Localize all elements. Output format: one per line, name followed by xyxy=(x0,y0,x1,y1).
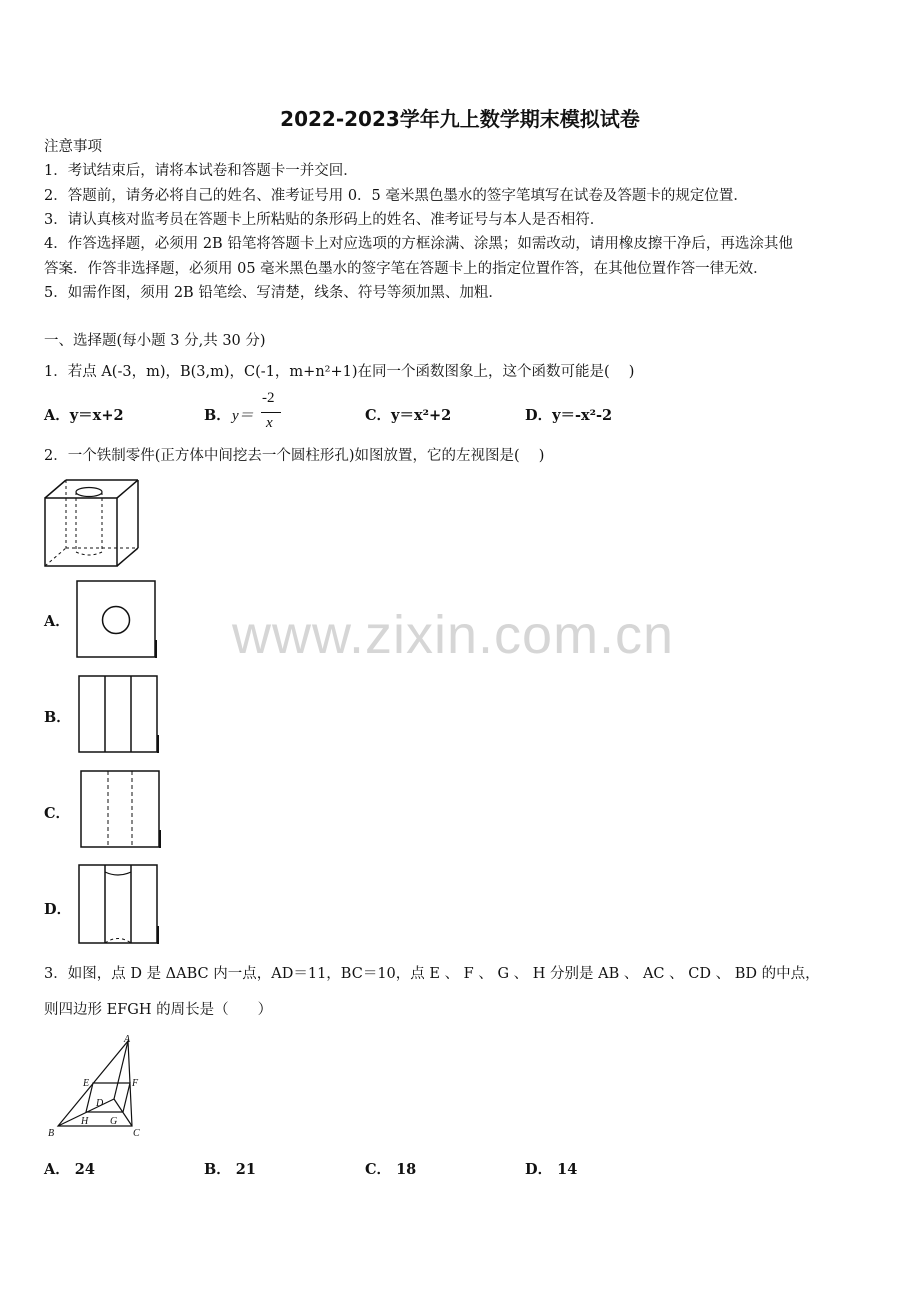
point-label-c: C xyxy=(133,1128,140,1139)
q3-option-d: D． 14 xyxy=(525,1161,578,1178)
notice-item: 5．如需作图，须用 2B 铅笔绘、写清楚，线条、符号等须加黑、加粗． xyxy=(44,285,503,301)
q3-option-a: A． 24 xyxy=(44,1161,95,1178)
q2-option-b-label: B． xyxy=(44,709,71,726)
point-label-a: A xyxy=(124,1034,131,1045)
notice-item: 1．考试结束后，请将本试卷和答题卡一并交回． xyxy=(44,163,358,179)
cube-figure xyxy=(44,478,140,570)
q1-option-b-denominator: x xyxy=(266,415,273,431)
point-label-h: H xyxy=(81,1116,89,1127)
point-label-d: D xyxy=(96,1098,104,1109)
q2-option-b-figure xyxy=(78,675,160,755)
notice-item: 2．答题前，请务必将自己的姓名、准考证号用 0．5 毫米黑色墨水的签字笔填写在试卷及答题卡的规定位置． xyxy=(44,188,748,204)
point-label-f: F xyxy=(132,1078,139,1089)
notice-item: 3．请认真核对监考员在答题卡上所粘贴的条形码上的姓名、准考证号与本人是否相符． xyxy=(44,212,605,228)
triangle-figure xyxy=(44,1034,154,1142)
q3-option-c: C． 18 xyxy=(365,1161,417,1178)
section-heading: 一、选择题(每小题 3 分,共 30 分) xyxy=(44,333,266,349)
q2-option-d-label: D． xyxy=(44,901,72,918)
point-label-g: G xyxy=(110,1116,118,1127)
q1-option-b-numerator: -2 xyxy=(262,390,275,406)
q1-option-b-label: B． xyxy=(204,407,231,424)
question-3-stem-line-1: 3．如图，点 D 是 ΔABC 内一点，AD＝11，BC＝10，点 E 、 F 、 G 、 H 分别是 AB 、 AC 、 CD 、 BD 的中点， xyxy=(44,966,820,982)
q3-option-b: B． 21 xyxy=(204,1161,256,1178)
q2-option-d-figure xyxy=(78,864,160,946)
question-2-stem: 2．一个铁制零件(正方体中间挖去一个圆柱形孔)如图放置，它的左视图是( ) xyxy=(44,448,545,464)
watermark: www.zixin.com.cn xyxy=(232,605,675,665)
fraction-bar xyxy=(261,412,281,413)
notice-heading: 注意事项 xyxy=(44,139,102,155)
q2-option-c-label: C． xyxy=(44,805,71,822)
q1-option-d: D．y＝-x²-2 xyxy=(525,407,613,424)
notice-item: 4．作答选择题，必须用 2B 铅笔将答题卡上对应选项的方框涂满、涂黑；如需改动，请用橡皮擦干净后，再选涂其他 xyxy=(44,236,793,252)
q2-option-a-figure xyxy=(76,580,158,660)
q2-option-a-label: A． xyxy=(44,613,70,630)
q1-option-a: A．y＝x+2 xyxy=(44,407,124,424)
notice-item: 答案．作答非选择题，必须用 05 毫米黑色墨水的签字笔在答题卡上的指定位置作答，在其他位置作答一律无效． xyxy=(44,261,768,277)
q1-option-b-y: y＝ xyxy=(232,408,254,424)
q2-option-c-figure xyxy=(80,770,162,850)
question-3-stem-line-2: 则四边形 EFGH 的周长是（ ） xyxy=(44,1002,273,1018)
point-label-b: B xyxy=(48,1128,55,1139)
q1-option-c: C．y＝x²+2 xyxy=(365,407,452,424)
page-title: 2022-2023学年九上数学期末模拟试卷 xyxy=(280,107,640,131)
point-label-e: E xyxy=(83,1078,90,1089)
question-1-stem: 1．若点 A(-3，m)，B(3,m)，C(-1，m+n²+1)在同一个函数图象上，这个函数可能是( ) xyxy=(44,364,635,380)
